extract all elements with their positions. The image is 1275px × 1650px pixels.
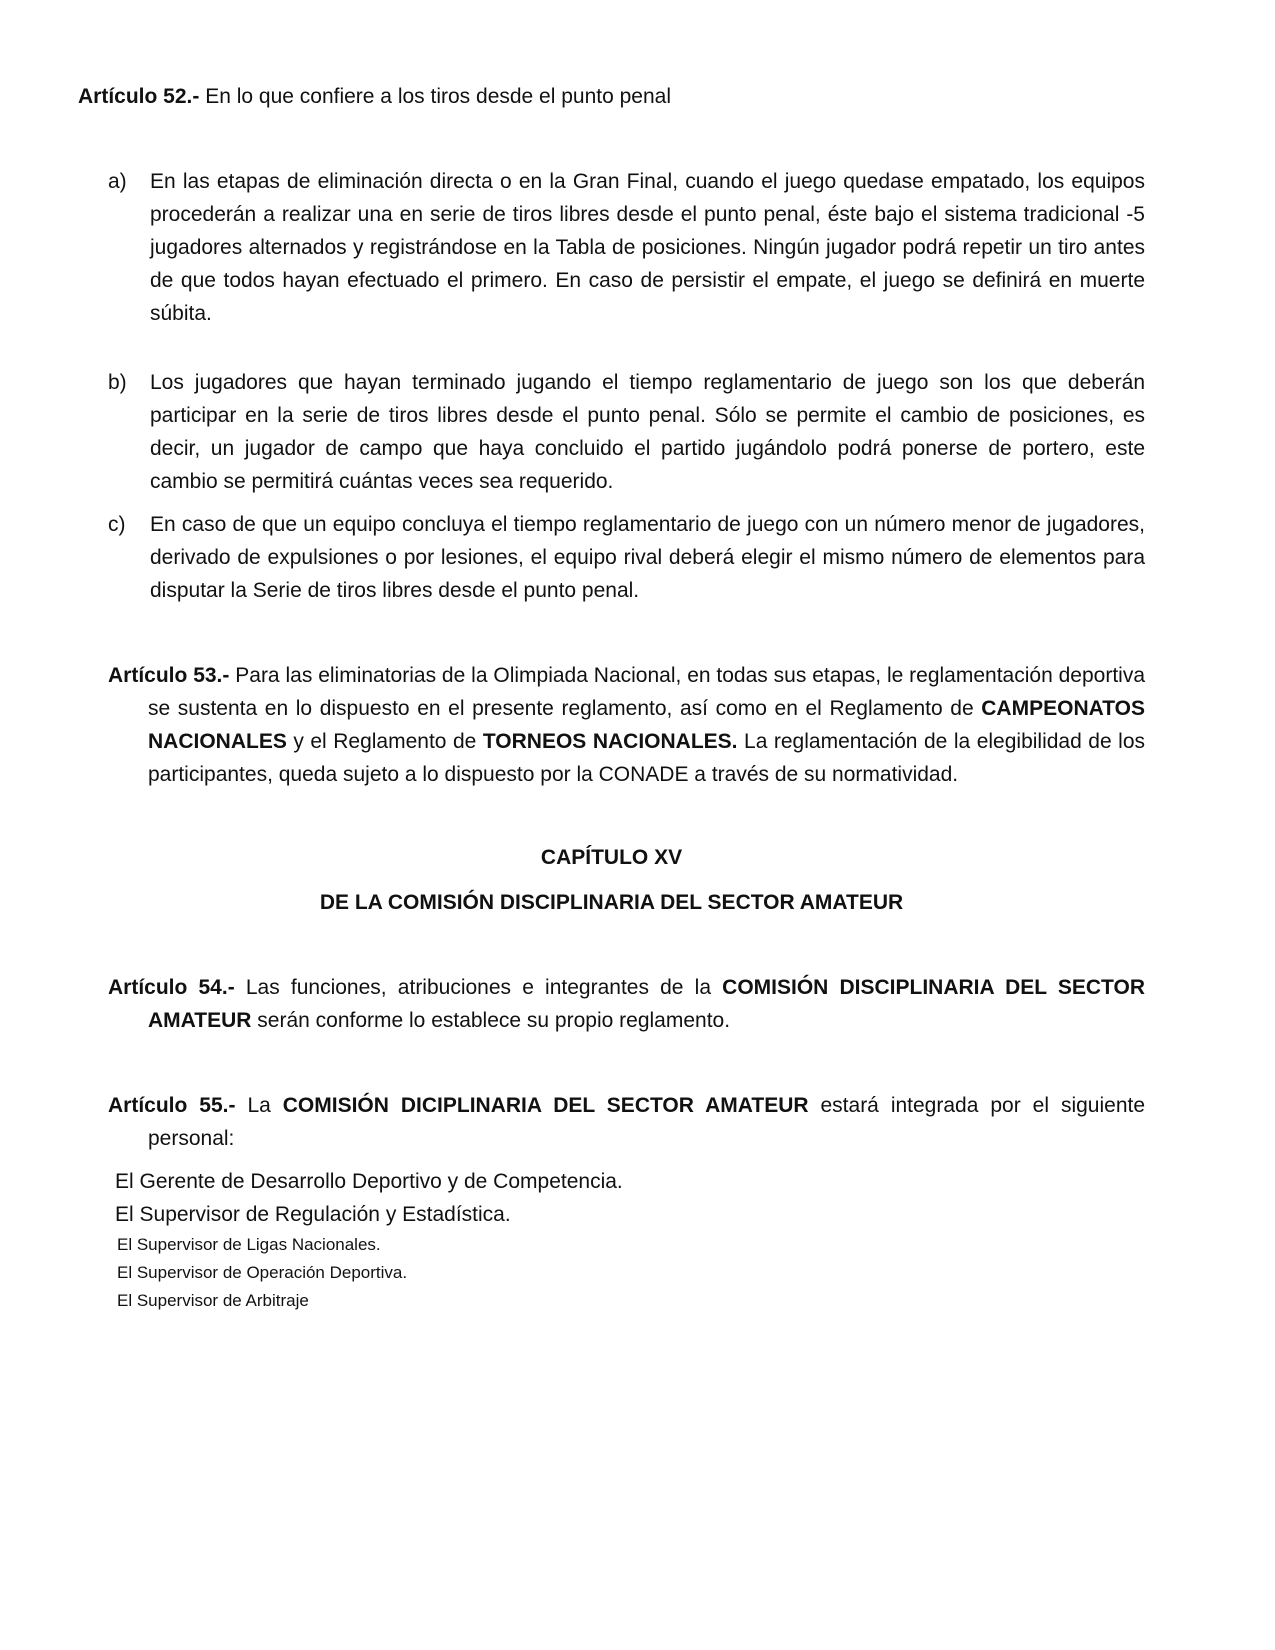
chapter-subtitle: DE LA COMISIÓN DISCIPLINARIA DEL SECTOR AMATEUR [319, 891, 904, 914]
personnel-item: El Supervisor de Regulación y Estadística. [115, 1203, 511, 1226]
list-text-b: Los jugadores que hayan terminado jugando el tiempo reglamentario de juego son los que deberán participar en la serie de tiros libres desde el punto penal. Sólo se permite el cambio de posiciones, es decir, un jugador de campo que haya concluido el partido jugándolo podrá ponerse de portero, este cambio se permitirá cuántas veces sea requerido. [150, 371, 1145, 493]
list-text-c: En caso de que un equipo concluya el tiempo reglamentario de juego con un número menor de jugadores, derivado de expulsiones o por lesiones, el equipo rival deberá elegir el mismo número de elementos para disputar la Serie de tiros libres desde el punto penal. [150, 513, 1145, 602]
personnel-item: El Supervisor de Operación Deportiva. [117, 1263, 408, 1282]
list-item-b [108, 366, 1145, 498]
article-54-paragraph: Artículo 54.- Las funciones, atribuciones e integrantes de la COMISIÓN DISCIPLINARIA DEL SECTOR AMATEUR serán conforme lo establece su propio reglamento. [108, 976, 1145, 1032]
article-55-paragraph: Artículo 55.- La COMISIÓN DICIPLINARIA DEL SECTOR AMATEUR estará integrada por el siguiente personal: [108, 1094, 1146, 1150]
article-53-paragraph: Artículo 53.- Para las eliminatorias de la Olimpiada Nacional, en todas sus etapas, le reglamentación deportiva se sustenta en lo dispuesto en el presente reglamento, así como en el Reglamento de CAMPEONATOS NACIONALES y el Reglamento de TORNEOS NACIONALES. La reglamentación de la elegibilidad de los participantes, queda sujeto a lo dispuesto por la CONADE a través de su normatividad. [108, 664, 1146, 786]
list-marker-a: a) [108, 170, 127, 193]
personnel-item: El Gerente de Desarrollo Deportivo y de Competencia. [115, 1170, 623, 1193]
chapter-title: CAPÍTULO XV [540, 846, 683, 869]
list-item-a [108, 165, 1145, 330]
list-text-a: En las etapas de eliminación directa o en la Gran Final, cuando el juego quedase empatado, los equipos procederán a realizar una en serie de tiros libres desde el punto penal, éste bajo el sistema tradicional -5 jugadores alternados y registrándose en la Tabla de posiciones. Ningún jugador podrá repetir un tiro antes de que todos hayan efectuado el primero. En caso de persistir el empate, el juego se definirá en muerte súbita. [150, 170, 1145, 325]
list-marker-c: c) [108, 513, 126, 536]
personnel-list [78, 1165, 1145, 1315]
personnel-item: El Supervisor de Ligas Nacionales. [117, 1235, 381, 1254]
list-item-c [108, 508, 1145, 607]
list-marker-b: b) [108, 371, 127, 394]
personnel-item: El Supervisor de Arbitraje [117, 1291, 309, 1310]
article-52-heading: Artículo 52.- En lo que confiere a los tiros desde el punto penal [78, 85, 672, 108]
